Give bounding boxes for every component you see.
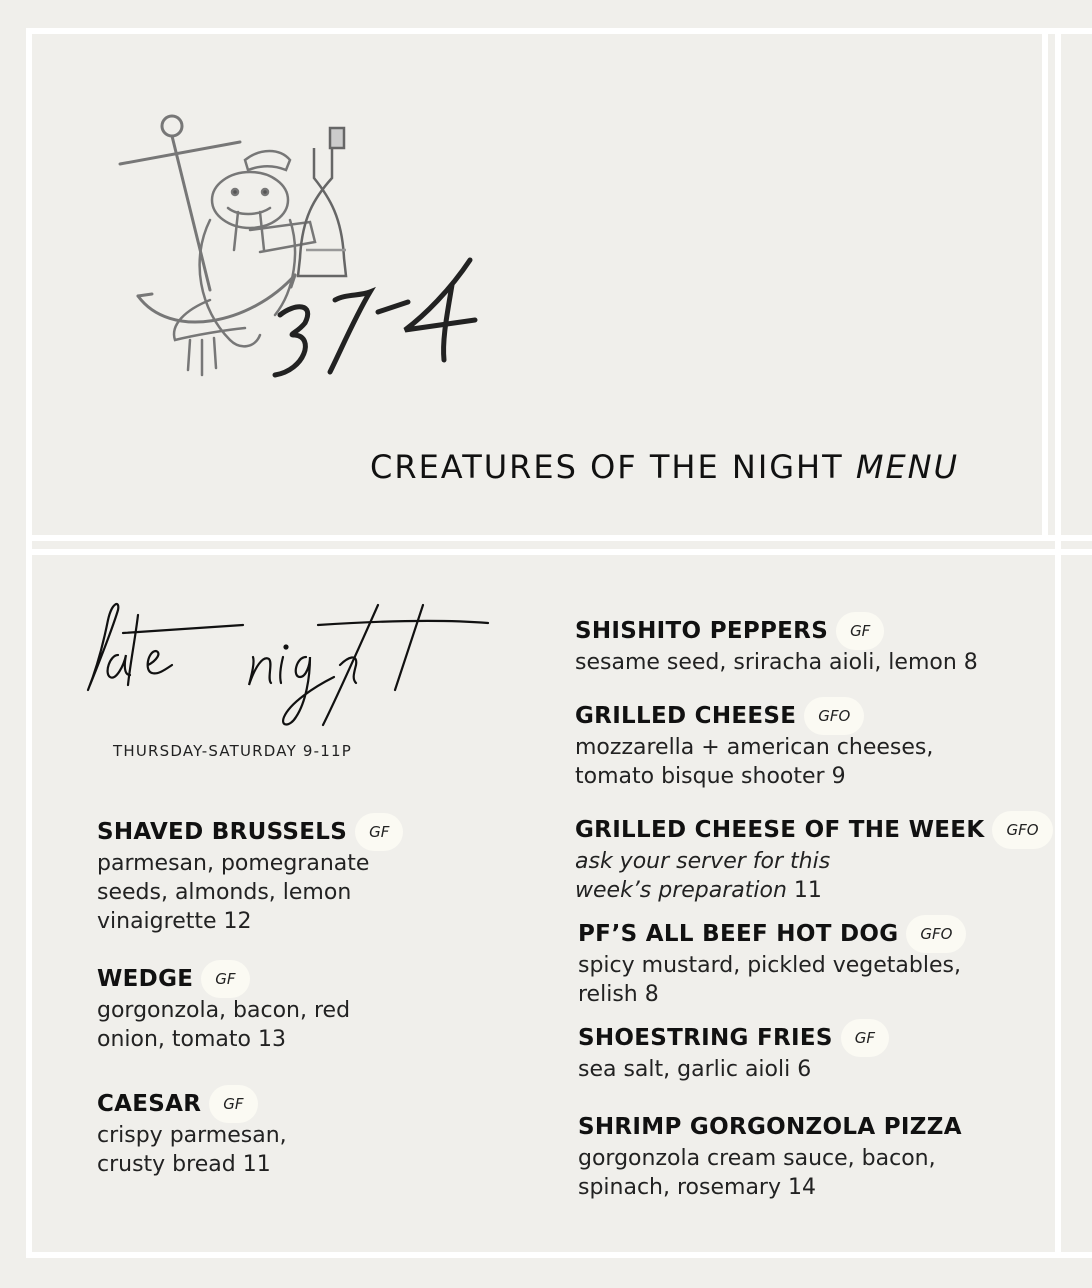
item-description: sea salt, garlic aioli 6 bbox=[578, 1057, 812, 1082]
item-price: 11 bbox=[793, 878, 822, 903]
item-description: spicy mustard, pickled vegetables, relish 8 bbox=[578, 953, 961, 1007]
item-price: 6 bbox=[797, 1057, 812, 1082]
item-price: 11 bbox=[242, 1152, 271, 1177]
walrus-anchor-logo bbox=[110, 100, 500, 400]
item-name: SHISHITO PEPPERS bbox=[575, 618, 829, 644]
item-name: GRILLED CHEESE bbox=[575, 703, 797, 729]
item-description: gorgonzola, bacon, red onion, tomato 13 bbox=[97, 998, 351, 1052]
item-price: 9 bbox=[831, 764, 846, 789]
item-price: 8 bbox=[963, 650, 978, 675]
champagne-bottle-icon bbox=[298, 128, 346, 276]
frame-top-border bbox=[26, 28, 1092, 34]
item-description: gorgonzola cream sauce, bacon, spinach, rosemary 14 bbox=[578, 1146, 936, 1200]
item-name: SHRIMP GORGONZOLA PIZZA bbox=[578, 1114, 962, 1140]
item-name: WEDGE bbox=[97, 966, 194, 992]
frame-left-border bbox=[26, 28, 32, 1258]
menu-item-shishito-peppers bbox=[575, 614, 1045, 677]
late-night-script-heading bbox=[78, 595, 498, 745]
dietary-badge: GFO bbox=[906, 915, 966, 953]
item-name: SHOESTRING FRIES bbox=[578, 1025, 833, 1051]
menu-title-emphasis: MENU bbox=[855, 448, 960, 486]
item-description: ask your server for this week’s preparation 11 bbox=[575, 849, 831, 903]
item-name: SHAVED BRUSSELS bbox=[97, 819, 348, 845]
walrus-icon bbox=[174, 151, 315, 375]
menu-item-grilled-cheese-of-the-week bbox=[575, 813, 1065, 905]
item-name: GRILLED CHEESE OF THE WEEK bbox=[575, 817, 985, 843]
menu-item-grilled-cheese bbox=[575, 699, 1045, 791]
menu-item-shoestring-fries bbox=[578, 1021, 1048, 1084]
frame-outer-right-border bbox=[1055, 28, 1061, 1258]
item-price: 14 bbox=[787, 1175, 816, 1200]
dietary-badge: GF bbox=[355, 813, 403, 851]
item-name: PF’S ALL BEEF HOT DOG bbox=[578, 921, 899, 947]
dietary-badge: GFO bbox=[992, 811, 1052, 849]
menu-title-main: CREATURES OF THE NIGHT bbox=[370, 448, 844, 486]
dietary-badge: GFO bbox=[804, 697, 864, 735]
item-price: 8 bbox=[644, 982, 659, 1007]
frame-divider-2 bbox=[26, 549, 1092, 555]
dietary-badge: GF bbox=[836, 612, 884, 650]
dietary-badge: GF bbox=[841, 1019, 889, 1057]
menu-item-shaved-brussels bbox=[97, 815, 567, 936]
menu-item-shrimp-gorgonzola-pizza bbox=[578, 1110, 1048, 1202]
menu-item-pfs-all-beef-hot-dog bbox=[578, 917, 1048, 1009]
item-description: crispy parmesan, crusty bread 11 bbox=[97, 1123, 287, 1177]
item-price: 13 bbox=[258, 1027, 286, 1052]
dietary-badge: GF bbox=[209, 1085, 257, 1123]
item-name: CAESAR bbox=[97, 1091, 202, 1117]
frame-divider-1 bbox=[26, 535, 1092, 541]
service-hours: THURSDAY-SATURDAY 9-11P bbox=[113, 742, 353, 760]
item-description: mozzarella + american cheeses, tomato bisque shooter 9 bbox=[575, 735, 934, 789]
dietary-badge: GF bbox=[201, 960, 249, 998]
anchor-icon bbox=[120, 116, 295, 322]
item-price: 12 bbox=[223, 909, 252, 934]
frame-bottom-border bbox=[26, 1252, 1092, 1258]
menu-item-wedge bbox=[97, 962, 567, 1054]
menu-item-caesar bbox=[97, 1087, 567, 1179]
menu-title bbox=[370, 448, 959, 486]
item-description: parmesan, pomegranate seeds, almonds, lemon vinaigrette 12 bbox=[97, 851, 370, 934]
item-description: sesame seed, sriracha aioli, lemon 8 bbox=[575, 650, 978, 675]
frame-inner-right-border bbox=[1042, 28, 1048, 540]
